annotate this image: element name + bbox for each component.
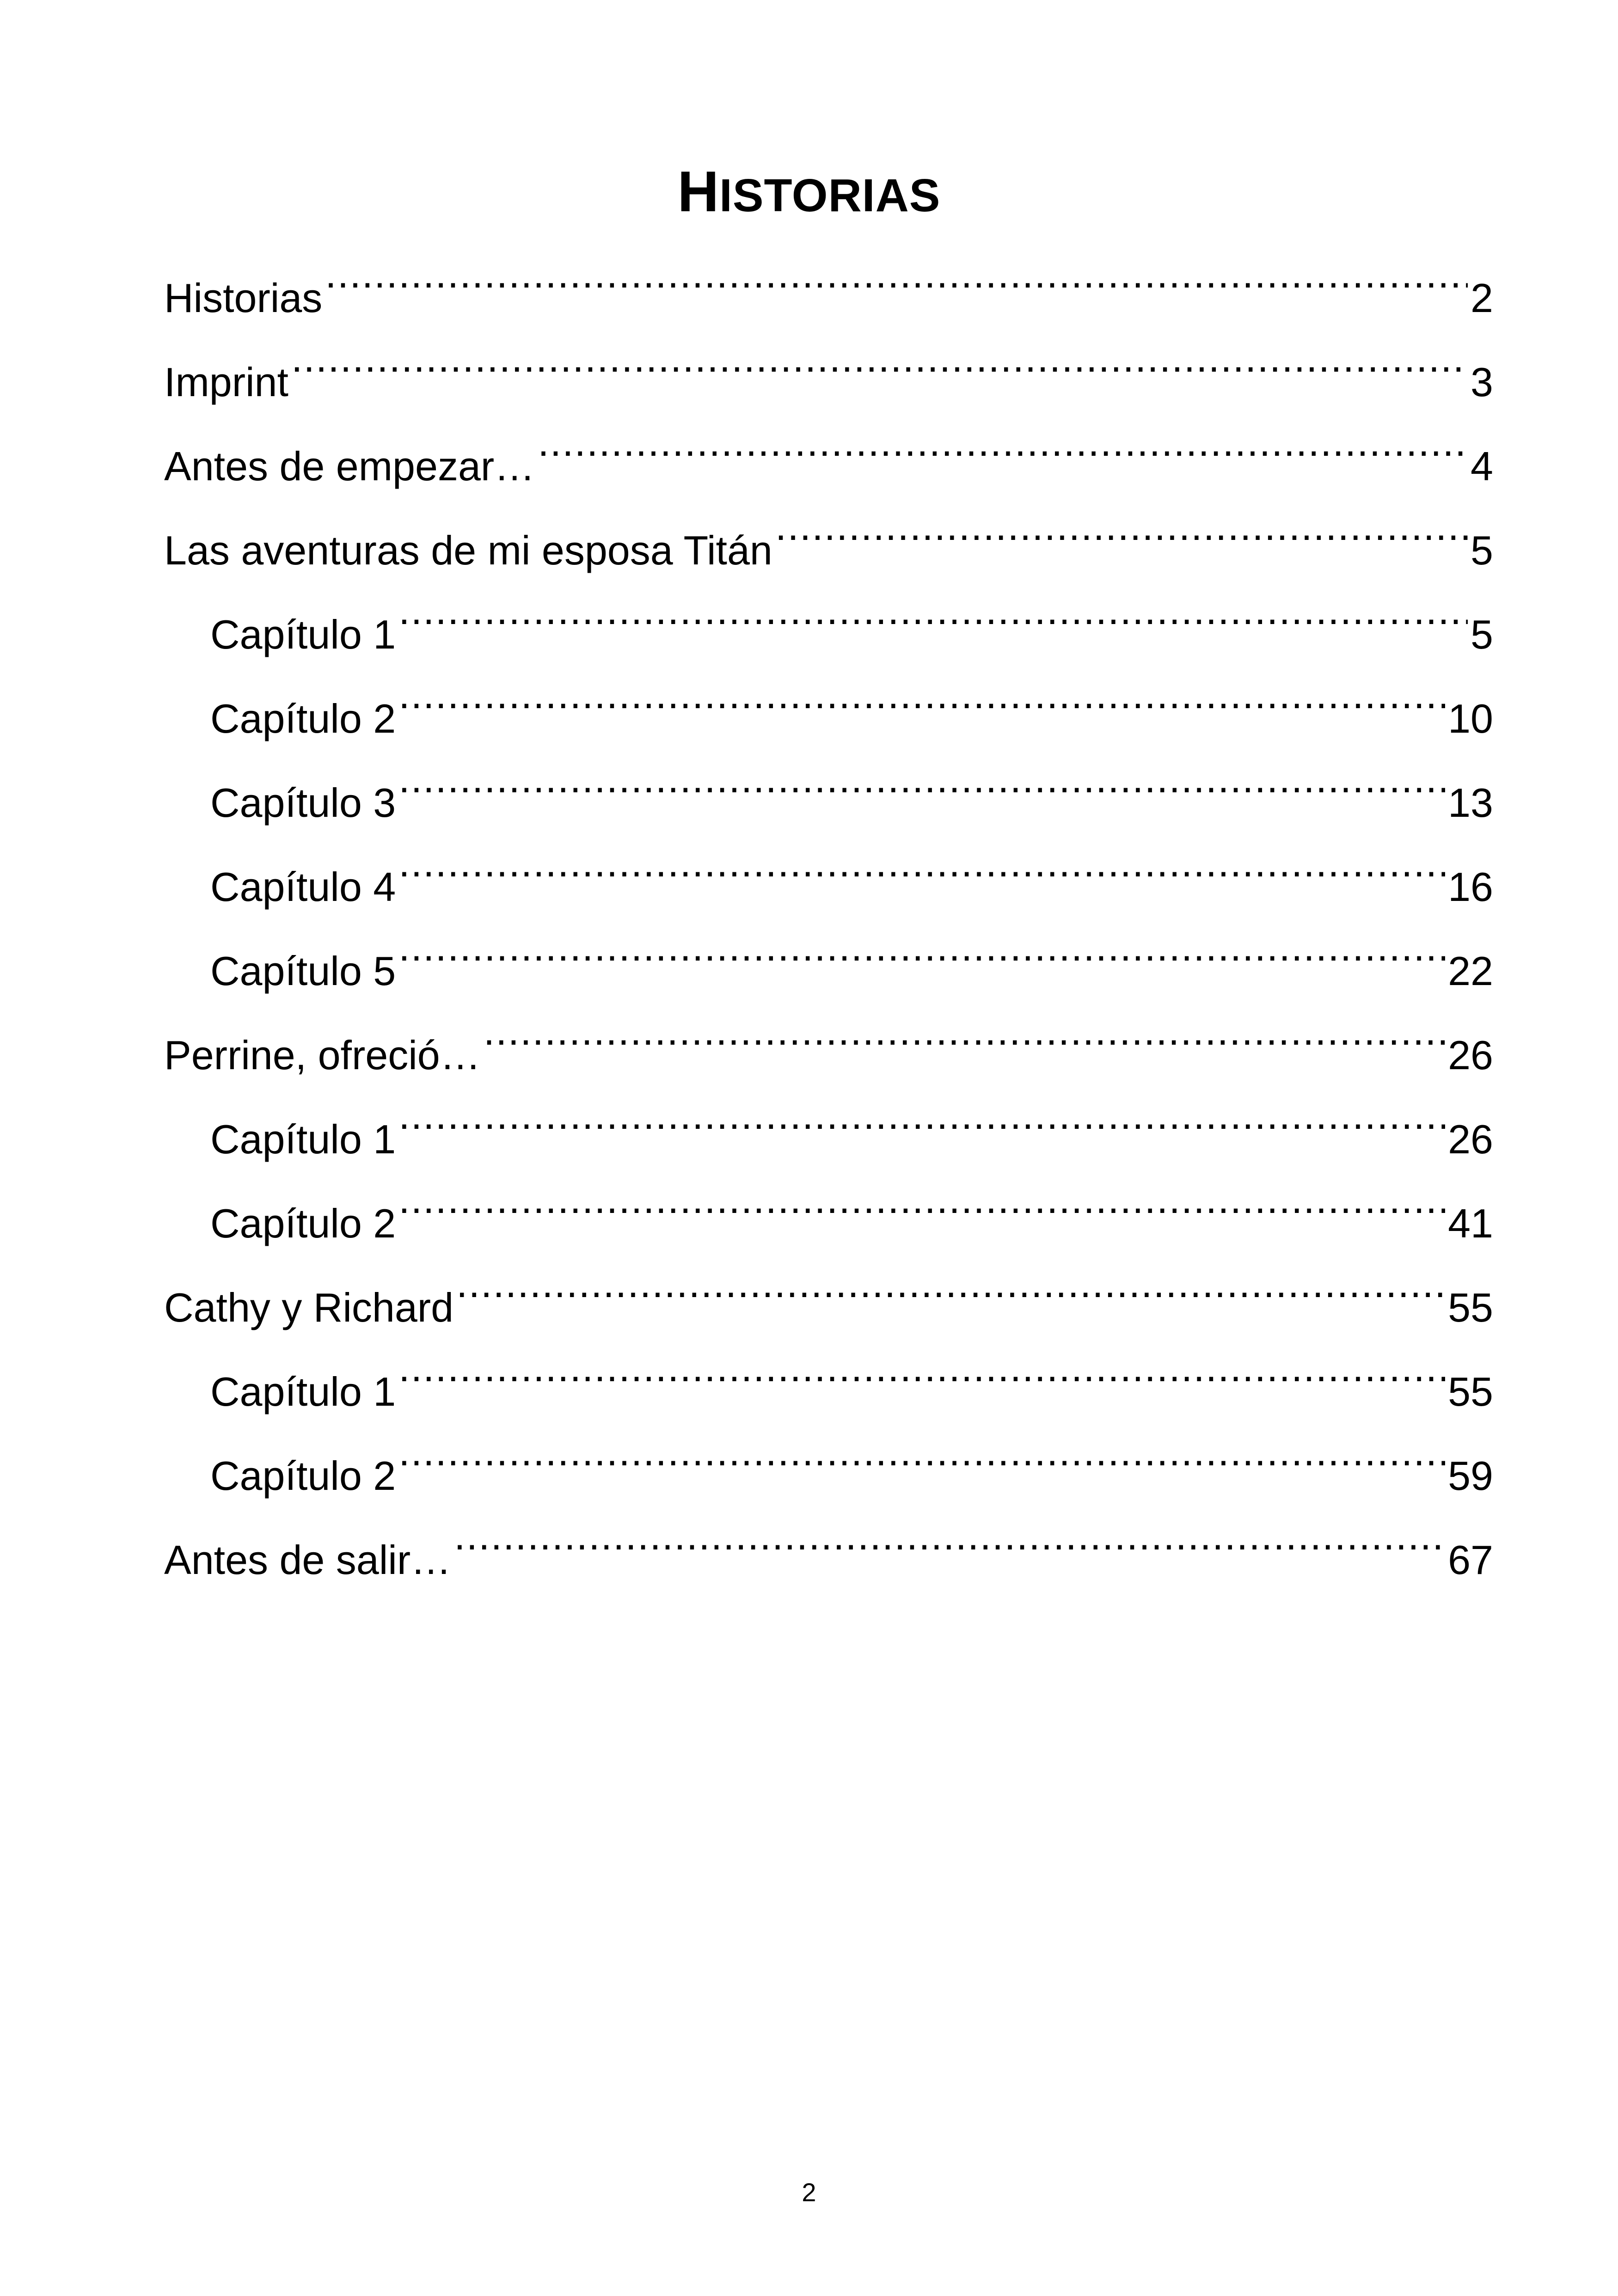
toc-entry-page: 5 [1471, 527, 1493, 573]
page-number: 2 [802, 2178, 816, 2207]
toc-entry-perrine[interactable] [164, 1009, 1493, 1093]
toc-entry-label: Capítulo 4 [210, 864, 396, 910]
toc-entry-label: Historias [164, 275, 323, 321]
toc-entry-capitulo[interactable] [164, 841, 1493, 925]
toc-entry-label: Las aventuras de mi esposa Titán [164, 527, 772, 573]
toc-entry-label: Capítulo 3 [210, 780, 396, 826]
toc-entry-label: Capítulo 1 [210, 1116, 396, 1162]
toc-entry-las-aventuras[interactable] [164, 504, 1493, 588]
toc-entry-label: Capítulo 2 [210, 1453, 396, 1499]
toc-dot-leader [454, 1514, 1445, 1574]
toc-entry-imprint[interactable] [164, 336, 1493, 420]
table-of-contents [164, 252, 1493, 1598]
toc-entry-page: 55 [1448, 1285, 1493, 1330]
toc-dot-leader [398, 1177, 1445, 1237]
toc-entry-label: Capítulo 2 [210, 696, 396, 741]
toc-dot-leader [291, 336, 1468, 396]
toc-entry-page: 13 [1448, 780, 1493, 826]
toc-entry-page: 26 [1448, 1116, 1493, 1162]
toc-entry-capitulo[interactable] [164, 1430, 1493, 1514]
toc-entry-capitulo[interactable] [164, 588, 1493, 673]
toc-entry-page: 10 [1448, 696, 1493, 741]
toc-entry-capitulo[interactable] [164, 1177, 1493, 1261]
toc-entry-label: Imprint [164, 359, 288, 405]
page-title [0, 159, 1618, 228]
toc-entry-capitulo[interactable] [164, 673, 1493, 757]
toc-entry-label: Capítulo 1 [210, 612, 396, 657]
toc-entry-page: 26 [1448, 1032, 1493, 1078]
toc-dot-leader [398, 841, 1445, 901]
title-first-letter: H [677, 160, 720, 224]
toc-entry-label: Antes de empezar… [164, 443, 535, 489]
toc-entry-capitulo[interactable] [164, 925, 1493, 1009]
toc-entry-historias[interactable] [164, 252, 1493, 336]
toc-entry-label: Capítulo 5 [210, 948, 396, 994]
toc-entry-page: 16 [1448, 864, 1493, 910]
toc-dot-leader [398, 925, 1445, 985]
toc-entry-page: 2 [1471, 275, 1493, 321]
toc-dot-leader [484, 1009, 1445, 1069]
toc-entry-capitulo[interactable] [164, 1093, 1493, 1177]
toc-entry-page: 55 [1448, 1369, 1493, 1414]
toc-entry-cathy-y-richard[interactable] [164, 1261, 1493, 1346]
toc-dot-leader [398, 588, 1468, 649]
toc-entry-page: 22 [1448, 948, 1493, 994]
toc-dot-leader [325, 252, 1468, 312]
toc-dot-leader [398, 1430, 1445, 1490]
toc-entry-page: 5 [1471, 612, 1493, 657]
toc-entry-label: Cathy y Richard [164, 1285, 454, 1330]
toc-entry-page: 59 [1448, 1453, 1493, 1499]
toc-dot-leader [538, 420, 1468, 480]
toc-entry-page: 3 [1471, 359, 1493, 405]
toc-entry-label: Antes de salir… [164, 1537, 452, 1583]
toc-dot-leader [398, 673, 1445, 733]
toc-entry-antes-de-empezar[interactable] [164, 420, 1493, 504]
toc-entry-page: 4 [1471, 443, 1493, 489]
toc-entry-label: Capítulo 1 [210, 1369, 396, 1414]
toc-dot-leader [456, 1261, 1445, 1322]
title-rest: ISTORIAS [719, 170, 941, 222]
toc-dot-leader [398, 1093, 1445, 1153]
toc-entry-capitulo[interactable] [164, 1346, 1493, 1430]
toc-entry-capitulo[interactable] [164, 757, 1493, 841]
toc-entry-label: Capítulo 2 [210, 1200, 396, 1246]
toc-entry-page: 41 [1448, 1200, 1493, 1246]
toc-entry-label: Perrine, ofreció… [164, 1032, 481, 1078]
toc-dot-leader [775, 504, 1468, 564]
toc-dot-leader [398, 757, 1445, 817]
toc-entry-antes-de-salir[interactable] [164, 1514, 1493, 1598]
toc-dot-leader [398, 1346, 1445, 1406]
toc-entry-page: 67 [1448, 1537, 1493, 1583]
